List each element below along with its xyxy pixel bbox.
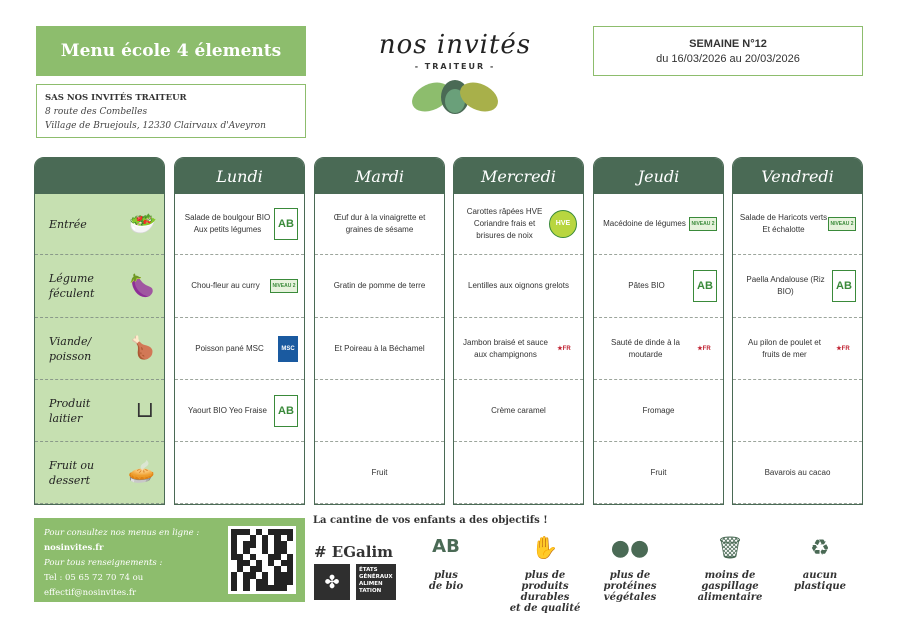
goal-line-3: végétales bbox=[603, 592, 657, 603]
goal-line-1: plus de bbox=[609, 570, 651, 581]
category-row bbox=[35, 194, 164, 255]
company-address bbox=[36, 84, 306, 138]
goal-line-1: plus de produits bbox=[521, 570, 569, 592]
goal-line-2: gaspillage bbox=[701, 581, 759, 592]
goal-item bbox=[420, 570, 472, 592]
category-row bbox=[35, 318, 164, 380]
menu-item-text: Bavarois au cacao bbox=[764, 467, 831, 477]
etats-generaux-logo: ÉTATS GÉNÉRAUX ALIMEN TATION bbox=[356, 564, 396, 600]
menu-cell bbox=[733, 442, 862, 504]
day-header: Vendredi bbox=[733, 158, 862, 194]
goal-item bbox=[690, 570, 770, 603]
category-label-1: Légume bbox=[49, 272, 94, 285]
viande-francaise-label-icon: ★FR bbox=[697, 345, 711, 352]
ab-bio-label-icon: AB bbox=[832, 270, 856, 302]
hve-niveau2-label-icon: NIVEAU 2 bbox=[828, 217, 856, 231]
menu-item-text: Fruit bbox=[650, 467, 667, 477]
menu-item-text: Pâtes BIO bbox=[628, 281, 665, 290]
category-row bbox=[35, 255, 164, 318]
menu-item-text: Au pilon de poulet et fruits de mer bbox=[748, 337, 821, 359]
egalim-logo: ✤ bbox=[314, 564, 350, 600]
menu-item-text: Gratin de pomme de terre bbox=[333, 281, 426, 290]
leaves-icon bbox=[409, 75, 501, 115]
menu-cell bbox=[733, 255, 862, 318]
day-column-jeudi bbox=[593, 157, 724, 505]
menu-item-text: Et Poireau à la Béchamel bbox=[334, 343, 425, 353]
company-name: SAS NOS INVITÉS TRAITEUR bbox=[45, 93, 187, 103]
category-row bbox=[35, 380, 164, 442]
menu-cell bbox=[175, 318, 304, 380]
menu-cell bbox=[594, 194, 723, 255]
menu-cell bbox=[315, 442, 444, 504]
menu-cell bbox=[733, 380, 862, 442]
goal-line-2: durables bbox=[520, 592, 570, 603]
menu-cell bbox=[454, 442, 583, 504]
msc-label-icon: MSC bbox=[278, 336, 298, 362]
trash-icon: 🗑 bbox=[716, 536, 744, 561]
menu-cell bbox=[733, 318, 862, 380]
menu-item-text: Œuf dur à la vinaigrette et graines de sésame bbox=[333, 213, 426, 234]
info-text: Pour tous renseignements : bbox=[44, 558, 163, 568]
menu-cell bbox=[315, 318, 444, 380]
menu-cell bbox=[315, 255, 444, 318]
menu-item-text: Lentilles aux oignons grelots bbox=[468, 281, 569, 290]
address-line-1: 8 route des Combelles bbox=[45, 107, 148, 117]
goals-title: La cantine de vos enfants a des objectifs ! bbox=[313, 515, 548, 526]
week-box bbox=[593, 26, 863, 76]
goal-line-1: aucun bbox=[802, 570, 838, 581]
ab-bio-label-icon: AB bbox=[693, 270, 717, 302]
menu-item-text: Carottes râpées HVE Coriandre frais et brisures de noix bbox=[466, 207, 543, 240]
week-label: SEMAINE N°12 bbox=[689, 38, 767, 50]
menu-cell bbox=[594, 380, 723, 442]
menu-cell bbox=[454, 318, 583, 380]
category-label-1: Produit bbox=[49, 396, 91, 410]
day-column-lundi bbox=[174, 157, 305, 505]
qr-code-icon[interactable] bbox=[228, 526, 296, 594]
menu-item-text: Salade de Haricots verts Et échalotte bbox=[739, 213, 828, 234]
menu-cell bbox=[454, 194, 583, 255]
site-link[interactable]: nosinvites.fr bbox=[44, 543, 104, 553]
consult-text: Pour consultez nos menus en ligne : bbox=[44, 528, 200, 538]
menu-item-text: Salade de boulgour BIO Aux petits légumes bbox=[184, 213, 271, 234]
category-column bbox=[34, 157, 165, 505]
menu-cell bbox=[594, 318, 723, 380]
egalim-tag: # EGalim bbox=[314, 543, 394, 561]
goal-line-2: de bio bbox=[428, 581, 464, 592]
yogurt-cup-icon: ⊔ bbox=[135, 398, 154, 423]
menu-cell bbox=[454, 380, 583, 442]
menu-cell bbox=[594, 442, 723, 504]
tel-text: Tel : 05 65 72 70 74 ou bbox=[44, 573, 144, 583]
menu-cell bbox=[315, 194, 444, 255]
category-label-1: Entrée bbox=[49, 217, 87, 231]
day-header: Mardi bbox=[315, 158, 444, 194]
menu-item-text: Paella Andalouse (Riz BIO) bbox=[746, 275, 825, 296]
brand-sub: - TRAITEUR - bbox=[414, 62, 496, 71]
recycle-icon: ♻ bbox=[810, 536, 830, 561]
category-label-1: Viande/ bbox=[49, 334, 92, 348]
goal-line-3: alimentaire bbox=[697, 592, 763, 603]
menu-item-text: Chou-fleur au curry bbox=[191, 281, 260, 290]
address-line-2: Village de Bruejouls, 12330 Clairvaux d'Aveyron bbox=[45, 121, 266, 131]
hand-apple-icon: ✋ bbox=[531, 536, 559, 561]
menu-item-text: Crème caramel bbox=[491, 405, 546, 415]
ab-icon: AB bbox=[432, 536, 460, 557]
roast-chicken-icon: 🍗 bbox=[126, 336, 154, 361]
menu-title: Menu école 4 élements bbox=[36, 26, 306, 76]
day-header: Lundi bbox=[175, 158, 304, 194]
menu-cell bbox=[175, 380, 304, 442]
day-column-mercredi bbox=[453, 157, 584, 505]
salad-bowl-icon: 🥗 bbox=[126, 211, 154, 237]
viande-francaise-label-icon: ★FR bbox=[557, 345, 571, 352]
menu-item-text: Fromage bbox=[642, 405, 675, 415]
menu-item-text: Poisson pané MSC bbox=[195, 343, 264, 353]
brand-name: nos invités bbox=[378, 30, 532, 60]
goal-item bbox=[500, 570, 590, 614]
goal-item bbox=[600, 570, 660, 603]
menu-cell bbox=[175, 442, 304, 504]
menu-cell bbox=[175, 255, 304, 318]
viande-francaise-label-icon: ★FR bbox=[836, 345, 850, 352]
category-header bbox=[35, 158, 164, 194]
day-header: Mercredi bbox=[454, 158, 583, 194]
menu-cell bbox=[315, 380, 444, 442]
menu-cell bbox=[594, 255, 723, 318]
hve-niveau2-label-icon: NIVEAU 2 bbox=[689, 217, 717, 231]
day-column-mardi bbox=[314, 157, 445, 505]
goal-line-2: protéines bbox=[603, 581, 657, 592]
menu-cell bbox=[454, 255, 583, 318]
day-column-vendredi bbox=[732, 157, 863, 505]
ab-bio-label-icon: AB bbox=[274, 208, 298, 240]
brand-logo bbox=[360, 30, 550, 130]
eggplant-icon: 🍆 bbox=[126, 273, 154, 299]
hve-niveau2-label-icon: NIVEAU 2 bbox=[270, 279, 298, 293]
hve-label-icon: HVE bbox=[549, 210, 577, 238]
week-range: du 16/03/2026 au 20/03/2026 bbox=[656, 53, 800, 65]
pie-icon: 🥧 bbox=[126, 460, 154, 485]
category-label-2: laitier bbox=[49, 411, 83, 425]
goal-line-1: moins de bbox=[704, 570, 756, 581]
goal-line-2: plastique bbox=[794, 581, 846, 592]
day-header: Jeudi bbox=[594, 158, 723, 194]
menu-item-text: Jambon braisé et sauce aux champignons bbox=[463, 337, 548, 359]
email-link[interactable]: effectif@nosinvites.fr bbox=[44, 588, 137, 598]
goal-item bbox=[790, 570, 850, 592]
category-label-2: poisson bbox=[49, 349, 92, 363]
menu-item-text: Macédoine de légumes bbox=[603, 219, 686, 228]
beans-icon: ●● bbox=[610, 536, 650, 561]
category-label-2: dessert bbox=[49, 473, 91, 487]
menu-item-text: Fruit bbox=[371, 467, 388, 477]
menu-cell bbox=[733, 194, 862, 255]
menu-item-text: Sauté de dinde à la moutarde bbox=[611, 337, 680, 359]
menu-cell bbox=[175, 194, 304, 255]
goal-line-1: plus bbox=[434, 570, 458, 581]
ab-bio-label-icon: AB bbox=[274, 395, 298, 427]
category-row bbox=[35, 442, 164, 504]
category-label-2: féculent bbox=[49, 287, 95, 300]
category-label-1: Fruit ou bbox=[49, 458, 95, 472]
menu-item-text: Yaourt BIO Yeo Fraise bbox=[187, 405, 267, 415]
goal-line-3: et de qualité bbox=[509, 603, 581, 614]
